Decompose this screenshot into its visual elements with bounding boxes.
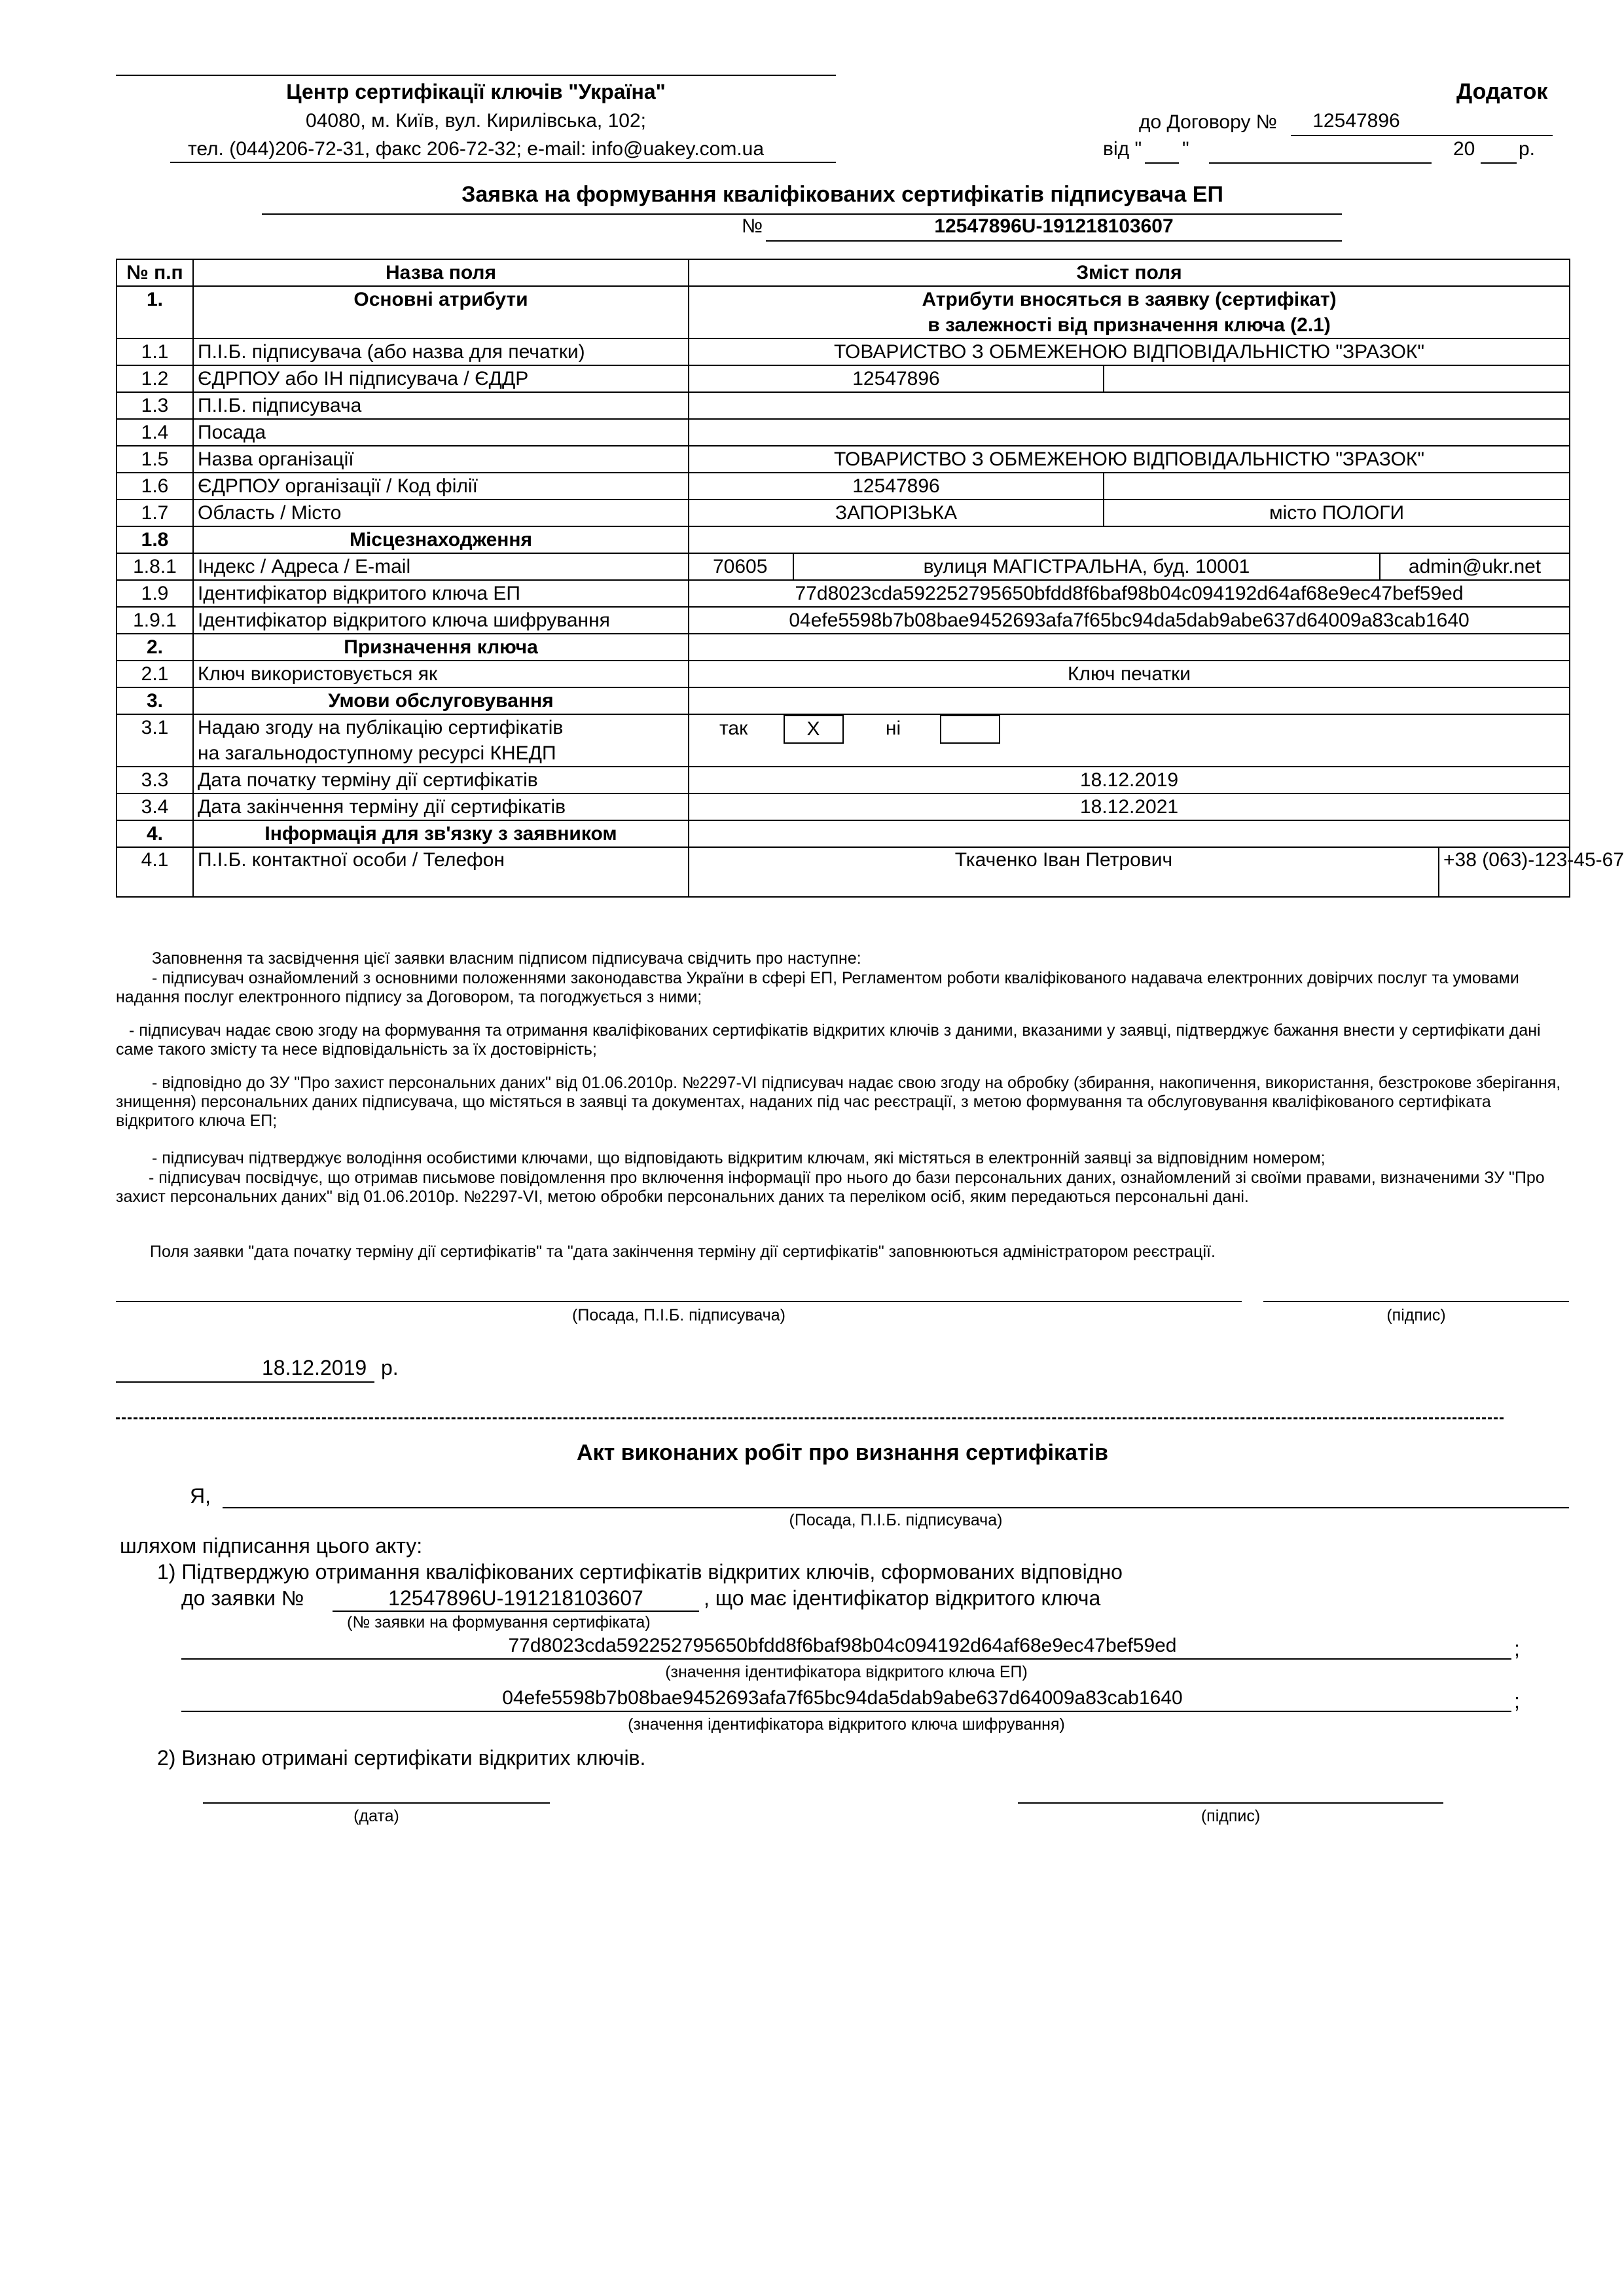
attributes-note-line1: Атрибути вносяться в заявку (сертифікат) [922,289,1337,310]
row-field: Основні атрибути [193,286,689,338]
signature-caption: (підпис) [1386,1306,1446,1324]
contact-name-value: Ткаченко Іван Петрович [689,847,1439,897]
key-purpose-value: Ключ печатки [689,661,1570,687]
act-signature-line [1018,1802,1443,1804]
signing-date: 18.12.2019 [262,1356,367,1379]
date-quote: " [1182,138,1189,160]
table-row [117,847,1570,897]
row-no: 1.9.1 [117,607,193,634]
request-number: 12547896U-191218103607 [934,215,1174,237]
act-i-label: Я, [190,1484,211,1508]
row-field: Умови обслуговування [193,687,689,714]
act-encryption-key-id: 04efe5598b7b08bae9452693afa7f65bc94da5dab9abe637d64009a83cab1640 [502,1687,1183,1709]
date-month-rule [1209,162,1432,164]
date-day-rule [1145,162,1179,164]
row-no: 4.1 [117,847,193,897]
act-has-id: , що має ідентифікатор відкритого ключа [704,1586,1101,1610]
header-no: № п.п [117,259,193,286]
row-value [689,526,1570,553]
table-row [117,286,1570,338]
consent-no-checkbox[interactable] [940,715,1000,744]
row-value [689,392,1570,419]
appendix-label: Додаток [1456,79,1548,104]
date-from-label: від " [1103,138,1142,160]
contract-number: 12547896 [1312,110,1400,132]
contact-phone-value: +38 (063)-123-45-67 [1439,847,1570,897]
row-no: 1.8.1 [117,553,193,580]
act-request-number-line [333,1611,699,1612]
row-no: 1.8 [117,526,193,553]
notes-item: - підписувач посвідчує, що отримав письмове повідомлення про включення інформації про нього до бази персональних даних, ознайомлений зі своїми правами, визначеними ЗУ "Про захист персональних даних" від 01.06.2010р. №2297-VI, метою обробки персональних даних та переліком осіб, яким передаються персональні дані. [116,1169,1545,1206]
row-value [689,286,1570,338]
signature-line [1263,1301,1569,1302]
table-row [117,338,1570,365]
row-no: 3. [117,687,193,714]
row-field: П.І.Б. контактної особи / Телефон [193,847,689,897]
row-field: Призначення ключа [193,634,689,661]
act-date-line [203,1802,550,1804]
row-no: 1.4 [117,419,193,446]
act-signer-line [223,1507,1569,1508]
signing-date-line [116,1381,374,1383]
org-name: Центр сертифікації ключів "Україна" [286,80,666,103]
region-value: ЗАПОРІЗЬКА [689,500,1104,526]
row-field: Місцезнаходження [193,526,689,553]
consent-yes-checkbox[interactable]: X [784,715,844,744]
row-field: Ідентифікатор відкритого ключа шифрування [193,607,689,634]
row-no: 2. [117,634,193,661]
act-by-signing: шляхом підписання цього акту: [120,1534,423,1557]
row-field: П.І.Б. підписувача (або назва для печатки) [193,338,689,365]
table-row [117,820,1570,847]
act-signer-caption: (Посада, П.І.Б. підписувача) [789,1511,1003,1529]
row-no: 3.4 [117,793,193,820]
table-row [117,634,1570,661]
table-row [117,607,1570,634]
row-no: 3.3 [117,767,193,793]
notes-admin: Поля заявки "дата початку терміну дії сертифікатів" та "дата закінчення терміну дії сертифікатів" заповнюються адміністратором реєстрації. [150,1243,1216,1261]
table-row [117,714,1570,767]
contract-label: до Договору № [1139,111,1277,133]
header-content: Зміст поля [689,259,1570,286]
row-value [689,687,1570,714]
row-field: Індекс / Адреса / E-mail [193,553,689,580]
row-field: Дата початку терміну дії сертифікатів [193,767,689,793]
header-contacts-rule [170,162,836,163]
branch-code-value [1104,473,1570,500]
act-encryption-key-semicolon: ; [1514,1689,1520,1713]
cut-line [116,1417,1504,1419]
email-value: admin@ukr.net [1380,553,1570,580]
row-field: Область / Місто [193,500,689,526]
signer-edrpou-value: 12547896 [689,365,1104,392]
table-row [117,553,1570,580]
signer-name-value: ТОВАРИСТВО З ОБМЕЖЕНОЮ ВІДПОВІДАЛЬНІСТЮ "ЗРАЗОК" [689,338,1570,365]
encryption-key-id-value: 04efe5598b7b08bae9452693afa7f65bc94da5dab9abe637d64009a83cab1640 [689,607,1570,634]
row-field: Ідентифікатор відкритого ключа ЕП [193,580,689,607]
header-top-rule [116,75,836,76]
table-row [117,661,1570,687]
row-no: 2.1 [117,661,193,687]
table-row [117,793,1570,820]
act-title: Акт виконаних робіт про визнання сертифікатів [577,1440,1108,1465]
year-prefix: 20 [1453,138,1475,160]
address-value: вулиця МАГІСТРАЛЬНА, буд. 10001 [793,553,1380,580]
validity-start-value: 18.12.2019 [689,767,1570,793]
publication-consent-line1: Надаю згоду на публікацію сертифікатів [198,717,564,738]
row-no: 1.9 [117,580,193,607]
row-field: ЄДРПОУ організації / Код філії [193,473,689,500]
org-contacts: тел. (044)206-72-31, факс 206-72-32; e-mail: info@uakey.com.ua [187,138,765,160]
table-row [117,687,1570,714]
row-no: 1. [117,286,193,338]
table-row [117,500,1570,526]
signing-date-suffix: р. [381,1356,399,1379]
act-request-number: 12547896U-191218103607 [388,1586,643,1610]
act-request-caption: (№ заявки на формування сертифіката) [347,1613,651,1631]
row-no: 1.2 [117,365,193,392]
row-no: 1.1 [117,338,193,365]
attributes-note-line2: в залежності від призначення ключа (2.1) [928,314,1331,336]
publication-consent-line2: на загальнодоступному ресурсі КНЕДП [198,742,556,764]
act-signature-caption: (підпис) [1200,1807,1261,1825]
row-field [193,714,689,767]
act-sign-key-semicolon: ; [1514,1637,1520,1660]
sign-key-id-value: 77d8023cda592252795650bfdd8f6baf98b04c094192d64af68e9ec47bef59ed [689,580,1570,607]
table-row [117,526,1570,553]
act-date-caption: (дата) [353,1807,399,1825]
table-row [117,419,1570,446]
row-field: Посада [193,419,689,446]
table-row [117,580,1570,607]
row-field: Назва організації [193,446,689,473]
validity-end-value: 18.12.2021 [689,793,1570,820]
row-no: 4. [117,820,193,847]
postal-index-value: 70605 [689,553,793,580]
row-field: Ключ використовується як [193,661,689,687]
row-value [689,419,1570,446]
act-item-2: 2) Визнаю отримані сертифікати відкритих ключів. [157,1746,646,1770]
year-rule [1481,162,1517,164]
notes-intro: Заповнення та засвідчення цієї заявки власним підписом підписувача свідчить про наступне: [152,949,861,968]
act-sign-key-caption: (значення ідентифікатора відкритого ключа ЕП) [665,1663,1028,1681]
row-value [689,634,1570,661]
table-row [117,473,1570,500]
row-field: Інформація для зв'язку з заявником [193,820,689,847]
signer-eddr-value [1104,365,1570,392]
signer-position-line [116,1301,1242,1302]
table-header-row [117,259,1570,286]
notes-item: - підписувач ознайомлений з основними положеннями законодавства України в сфері ЕП, Регламентом роботи кваліфікованого надавача електронних довірчих послуг та умовами надання послуг електронного підпису за Договором, та погоджується з ними; [116,969,1519,1006]
city-value: місто ПОЛОГИ [1104,500,1570,526]
row-no: 1.3 [117,392,193,419]
act-sign-key-line [181,1658,1511,1660]
row-no: 1.5 [117,446,193,473]
table-row [117,446,1570,473]
org-address: 04080, м. Київ, вул. Кирилівська, 102; [306,110,646,132]
notes-item: - відповідно до ЗУ "Про захист персональних даних" від 01.06.2010р. №2297-VI підписувач надає свою згоду на обробку (збирання, накопичення, використання, безстрокове зберігання, знищення) персональних даних підписувача, що містяться в заявці та документах, наданих під час реєстрації, з метою формування та обслуговування кваліфікованого сертифіката відкритого ключа ЕП; [116,1074,1561,1130]
row-no: 3.1 [117,714,193,767]
row-field: Дата закінчення терміну дії сертифікатів [193,793,689,820]
header-field: Назва поля [193,259,689,286]
consent-yes-label: так [719,717,748,739]
notes-item: - підписувач підтверджує володіння особистими ключами, що відповідають відкритим ключам, які містяться в електронній заявці за відповідним номером; [152,1149,1326,1167]
row-no: 1.6 [117,473,193,500]
notes-item: - підписувач надає свою згоду на формування та отримання кваліфікованих сертифікатів відкритих ключів з даними, вказаними у заявці, підтверджує бажання внести у сертифікати дані саме такого змісту та несе відповідальність за їх достовірність; [116,1021,1541,1059]
act-encryption-key-line [181,1711,1511,1712]
row-value [689,820,1570,847]
year-suffix: р. [1519,138,1536,160]
act-item-1: 1) Підтверджую отримання кваліфікованих сертифікатів відкритих ключів, сформованих відповідно [157,1560,1123,1584]
act-to-request-label: до заявки № [181,1586,304,1610]
row-field: ЄДРПОУ або ІН підписувача / ЄДДР [193,365,689,392]
organization-name-value: ТОВАРИСТВО З ОБМЕЖЕНОЮ ВІДПОВІДАЛЬНІСТЮ "ЗРАЗОК" [689,446,1570,473]
row-no: 1.7 [117,500,193,526]
signer-position-caption: (Посада, П.І.Б. підписувача) [572,1306,785,1324]
row-field: П.І.Б. підписувача [193,392,689,419]
table-row [117,392,1570,419]
request-number-label: № [742,215,763,237]
organization-edrpou-value: 12547896 [689,473,1104,500]
publication-consent-options [689,714,1570,767]
table-row [117,365,1570,392]
contract-number-rule [1291,135,1553,136]
act-sign-key-id: 77d8023cda592252795650bfdd8f6baf98b04c094192d64af68e9ec47bef59ed [508,1635,1177,1656]
request-title: Заявка на формування кваліфікованих сертифікатів підписувача ЕП [461,182,1223,207]
title-rule [262,213,1342,215]
table-row [117,767,1570,793]
consent-no-label: ні [885,717,901,739]
request-form-table [116,259,1624,898]
request-number-rule [766,240,1342,242]
act-encryption-key-caption: (значення ідентифікатора відкритого ключа шифрування) [628,1715,1065,1734]
